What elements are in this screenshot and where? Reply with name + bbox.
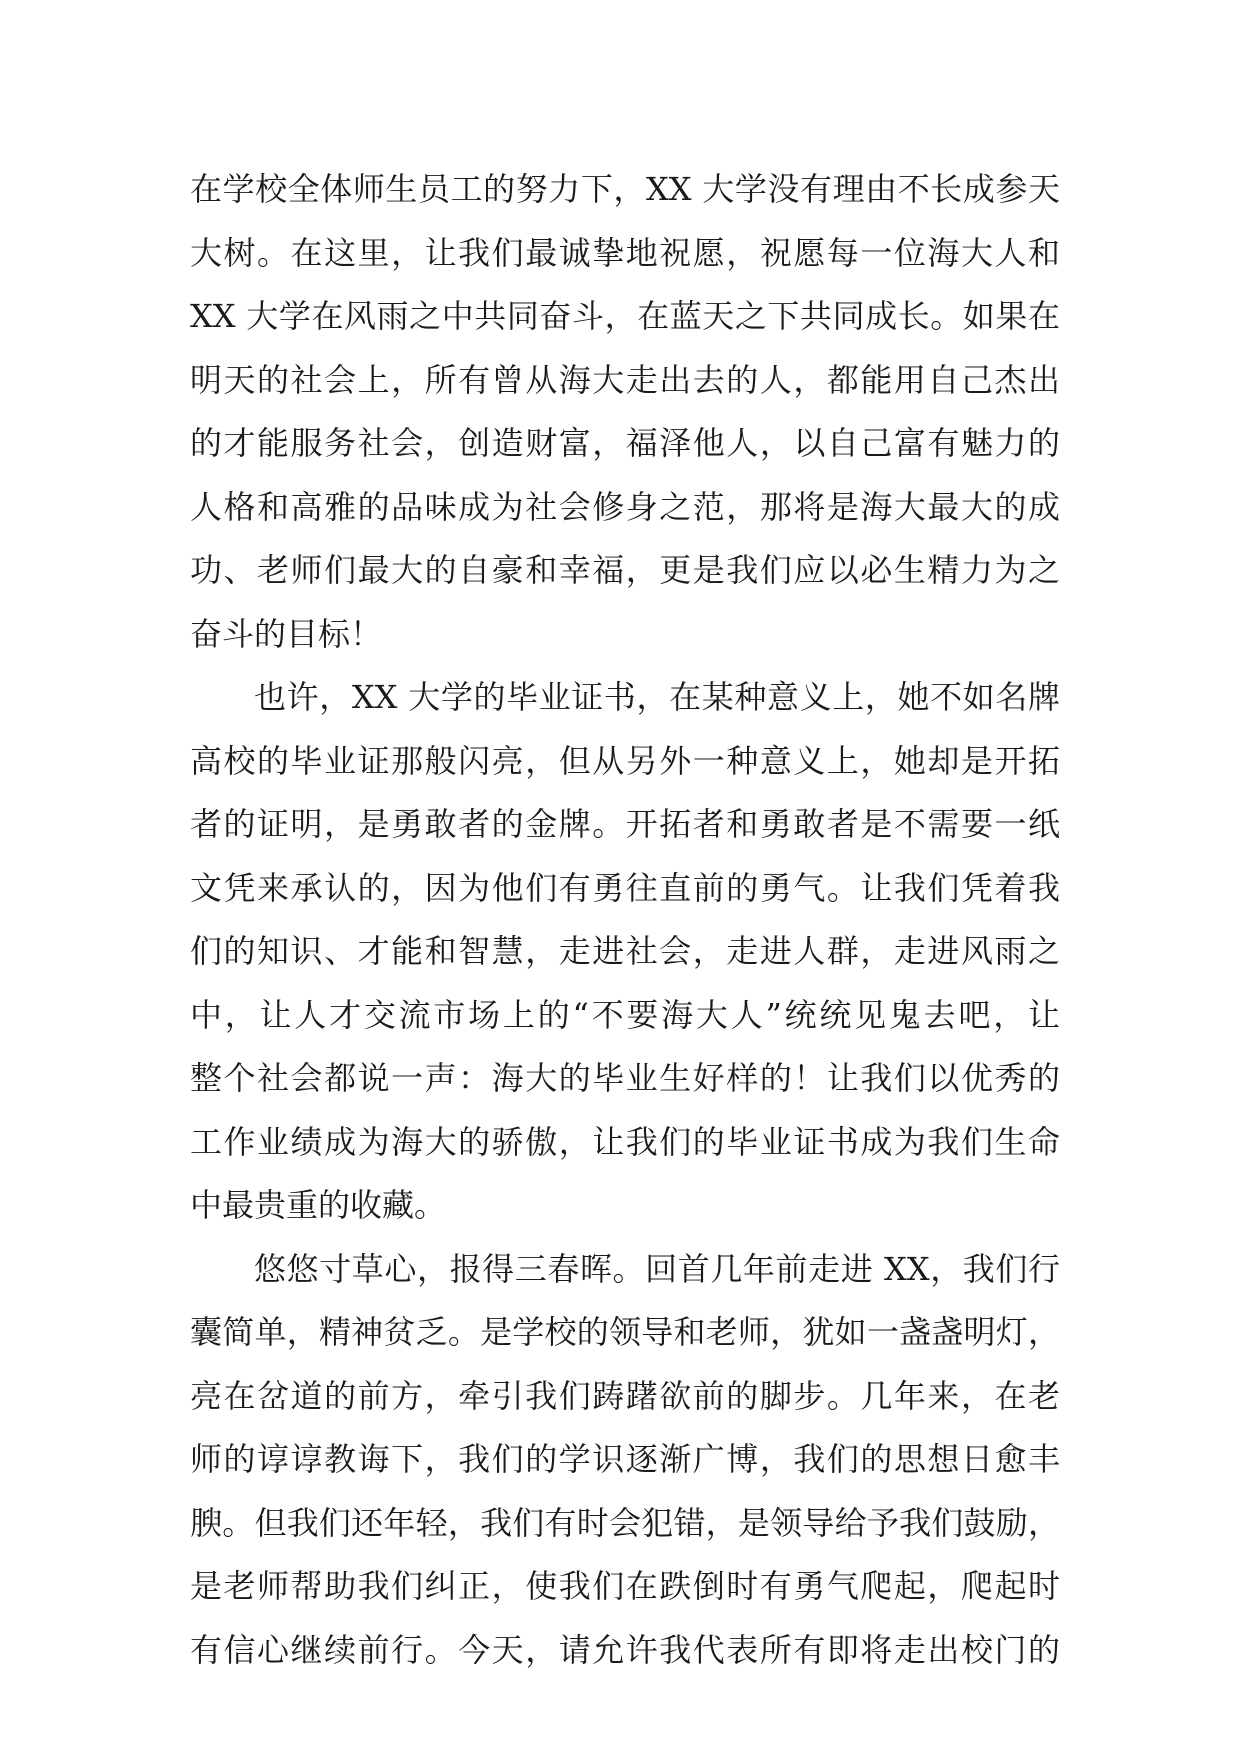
text-line: 文凭来承认的，因为他们有勇往直前的勇气。让我们凭着我 [190,868,1060,907]
paragraph-3 [190,1238,1060,1683]
text-line: 中最贵重的收藏。 [190,1186,447,1224]
text-line: 的才能服务社会，创造财富，福泽他人，以自己富有魅力的 [190,424,1060,462]
text-line: 在学校全体师生员工的努力下，XX 大学没有理由不长成参天 [190,170,1060,208]
text-line: 也许，XX 大学的毕业证书，在某种意义上，她不如名牌 [254,678,1060,716]
text-line: XX 大学在风雨之中共同奋斗，在蓝天之下共同成长。如果在 [190,297,1060,335]
text-line: 大树。在这里，让我们最诚挚地祝愿，祝愿每一位海大人和 [190,233,1060,272]
text-line: 人格和高雅的品味成为社会修身之范，那将是海大最大的成 [190,487,1060,526]
text-line: 奋斗的目标！ [190,614,383,653]
text-line: 者的证明，是勇敢者的金牌。开拓者和勇敢者是不需要一纸 [190,805,1060,843]
paragraph-1 [190,158,1060,666]
text-line: 中，让人才交流市场上的“不要海大人”统统见鬼去吧，让 [190,995,1060,1034]
document-body [190,158,1060,1682]
text-line: 整个社会都说一声：海大的毕业生好样的！让我们以优秀的 [190,1059,1060,1097]
text-line: 悠悠寸草心，报得三春晖。回首几年前走进 XX，我们行 [254,1249,1060,1288]
text-line: 高校的毕业证那般闪亮，但从另外一种意义上，她却是开拓 [190,741,1060,780]
text-line: 有信心继续前行。今天，请允许我代表所有即将走出校门的 [190,1630,1060,1669]
text-line: 师的谆谆教诲下，我们的学识逐渐广博，我们的思想日愈丰 [190,1440,1060,1478]
text-line: 腴。但我们还年轻，我们有时会犯错，是领导给予我们鼓励， [190,1503,1060,1542]
text-line: 是老师帮助我们纠正，使我们在跌倒时有勇气爬起，爬起时 [190,1567,1060,1605]
text-line: 工作业绩成为海大的骄傲，让我们的毕业证书成为我们生命 [190,1122,1060,1161]
text-line: 囊简单，精神贫乏。是学校的领导和老师，犹如一盏盏明灯， [190,1313,1060,1351]
text-line: 亮在岔道的前方，牵引我们踌躇欲前的脚步。几年来，在老 [190,1376,1060,1415]
paragraph-2 [190,666,1060,1238]
text-line: 们的知识、才能和智慧，走进社会，走进人群，走进风雨之 [190,932,1060,970]
text-line: 明天的社会上，所有曾从海大走出去的人，都能用自己杰出 [190,360,1060,399]
text-line: 功、老师们最大的自豪和幸福，更是我们应以必生精力为之 [190,551,1060,589]
